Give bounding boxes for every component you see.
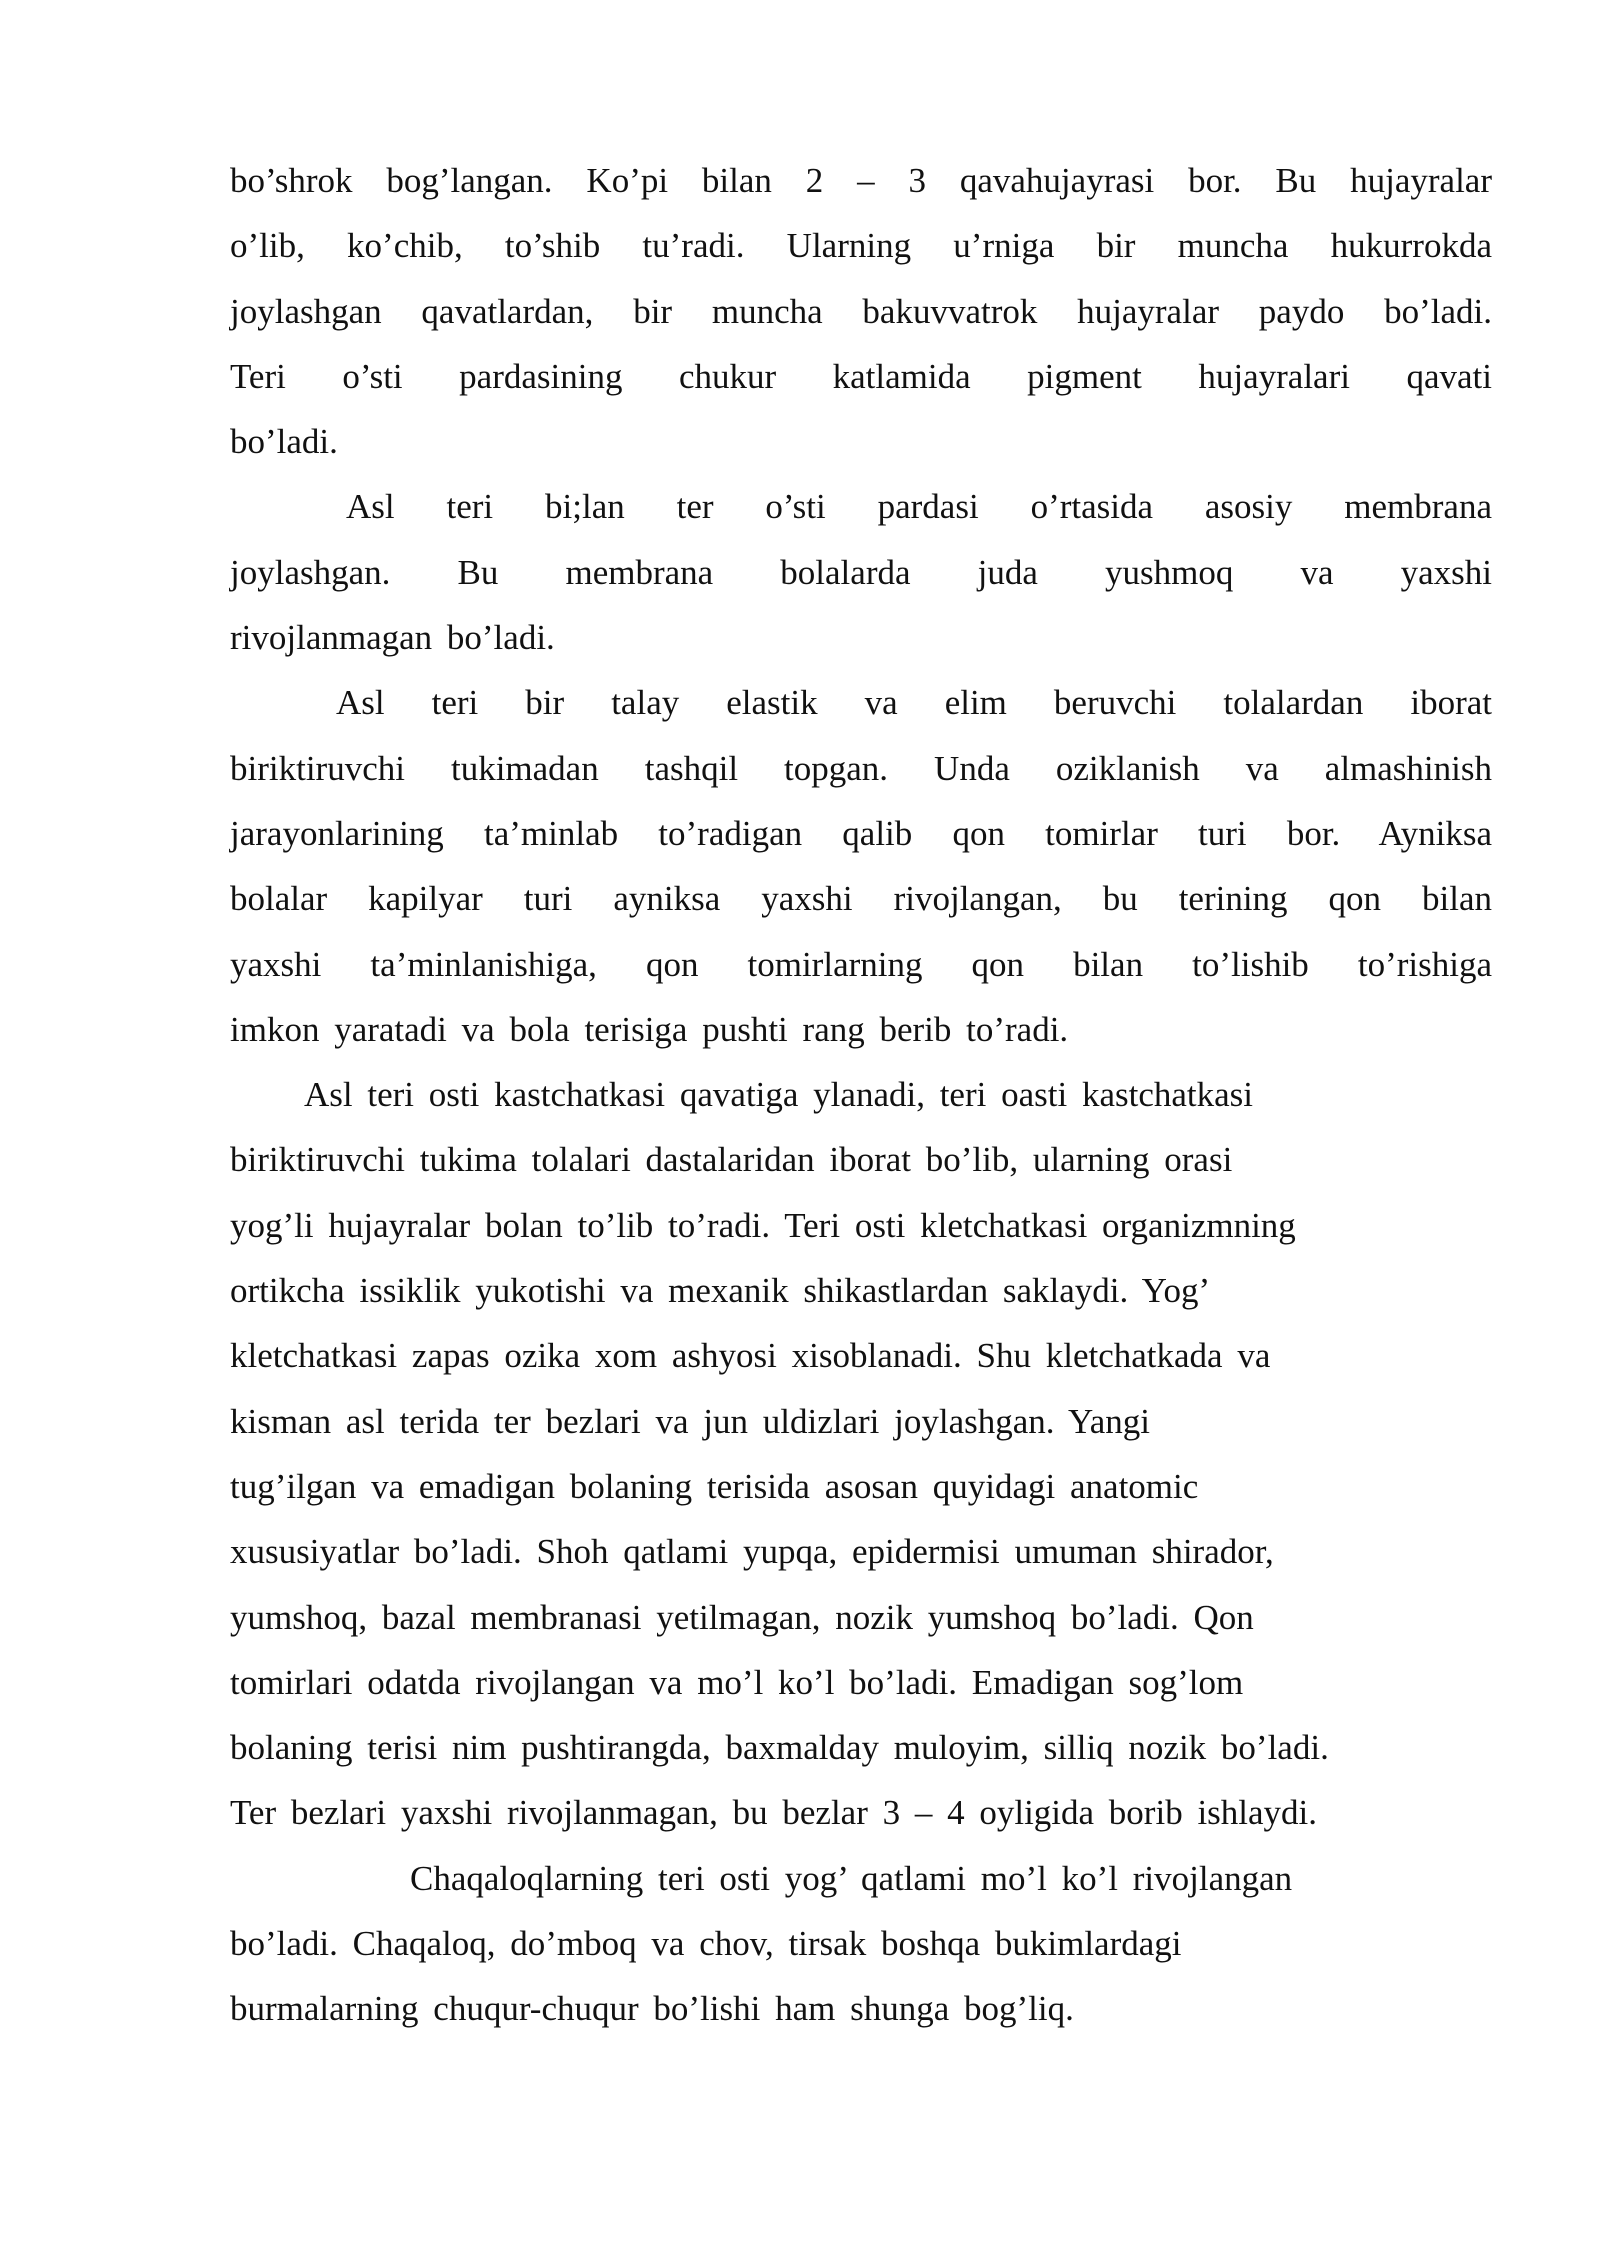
text-line: o’lib, ko’chib, to’shib tu’radi. Ularning u’rniga bir muncha hukurrokda (230, 226, 1492, 266)
text-line: ortikcha issiklik yukotishi va mexanik shikastlardan saklaydi. Yog’ (230, 1271, 1211, 1311)
text-line: joylashgan. Bu membrana bolalarda juda yushmoq va yaxshi (230, 552, 1492, 592)
text-line: bo’shrok bog’langan. Ko’pi bilan 2 – 3 qavahujayrasi bor. Bu hujayralar (230, 161, 1492, 200)
text-line: joylashgan qavatlardan, bir muncha bakuvvatrok hujayralar paydo bo’ladi. (230, 291, 1492, 331)
body-text (230, 148, 1492, 2042)
text-line: Asl teri bi;lan ter o’sti pardasi o’rtasida asosiy membrana (346, 487, 1492, 527)
text-line: Chaqaloqlarning teri osti yog’ qatlami mo’l ko’l rivojlangan (410, 1858, 1293, 1898)
text-line: biriktiruvchi tukima tolalari dastalaridan iborat bo’lib, ularning orasi (230, 1140, 1233, 1180)
text-line: tug’ilgan va emadigan bolaning terisida asosan quyidagi anatomic (230, 1466, 1199, 1506)
text-line: Asl teri osti kastchatkasi qavatiga ylanadi, teri oasti kastchatkasi (304, 1075, 1253, 1115)
text-line: bolaning terisi nim pushtirangda, baxmalday muloyim, silliq nozik bo’ladi. (230, 1728, 1329, 1768)
text-line: burmalarning chuqur-chuqur bo’lishi ham shunga bog’liq. (230, 1989, 1074, 2029)
text-line: yog’li hujayralar bolan to’lib to’radi. Teri osti kletchatkasi organizmning (230, 1205, 1296, 1245)
text-line: yumshoq, bazal membranasi yetilmagan, nozik yumshoq bo’ladi. Qon (230, 1597, 1254, 1637)
text-line: yaxshi ta’minlanishiga, qon tomirlarning qon bilan to’lishib to’rishiga (230, 944, 1492, 984)
text-line: imkon yaratadi va bola terisiga pushti rang berib to’radi. (230, 1009, 1069, 1049)
text-line: bo’ladi. (230, 422, 338, 462)
text-line: kisman asl terida ter bezlari va jun uldizlari joylashgan. Yangi (230, 1401, 1151, 1441)
text-line: biriktiruvchi tukimadan tashqil topgan. Unda oziklanish va almashinish (230, 748, 1492, 788)
text-line: bolalar kapilyar turi ayniksa yaxshi rivojlangan, bu terining qon bilan (230, 879, 1492, 919)
text-line: kletchatkasi zapas ozika xom ashyosi xisoblanadi. Shu kletchatkada va (230, 1336, 1271, 1376)
text-line: Asl teri bir talay elastik va elim beruvchi tolalardan iborat (336, 683, 1492, 723)
text-line: Ter bezlari yaxshi rivojlanmagan, bu bezlar 3 – 4 oyligida borib ishlaydi. (230, 1793, 1318, 1833)
text-line: jarayonlarining ta’minlab to’radigan qalib qon tomirlar turi bor. Ayniksa (230, 813, 1492, 853)
text-line: tomirlari odatda rivojlangan va mo’l ko’l bo’ladi. Emadigan sog’lom (230, 1662, 1244, 1702)
text-line: xususiyatlar bo’ladi. Shoh qatlami yupqa, epidermisi umuman shirador, (230, 1532, 1274, 1572)
text-line: Teri o’sti pardasining chukur katlamida pigment hujayralari qavati (230, 356, 1492, 396)
text-line: rivojlanmagan bo’ladi. (230, 618, 555, 658)
text-line: bo’ladi. Chaqaloq, do’mboq va chov, tirsak boshqa bukimlardagi (230, 1924, 1182, 1964)
